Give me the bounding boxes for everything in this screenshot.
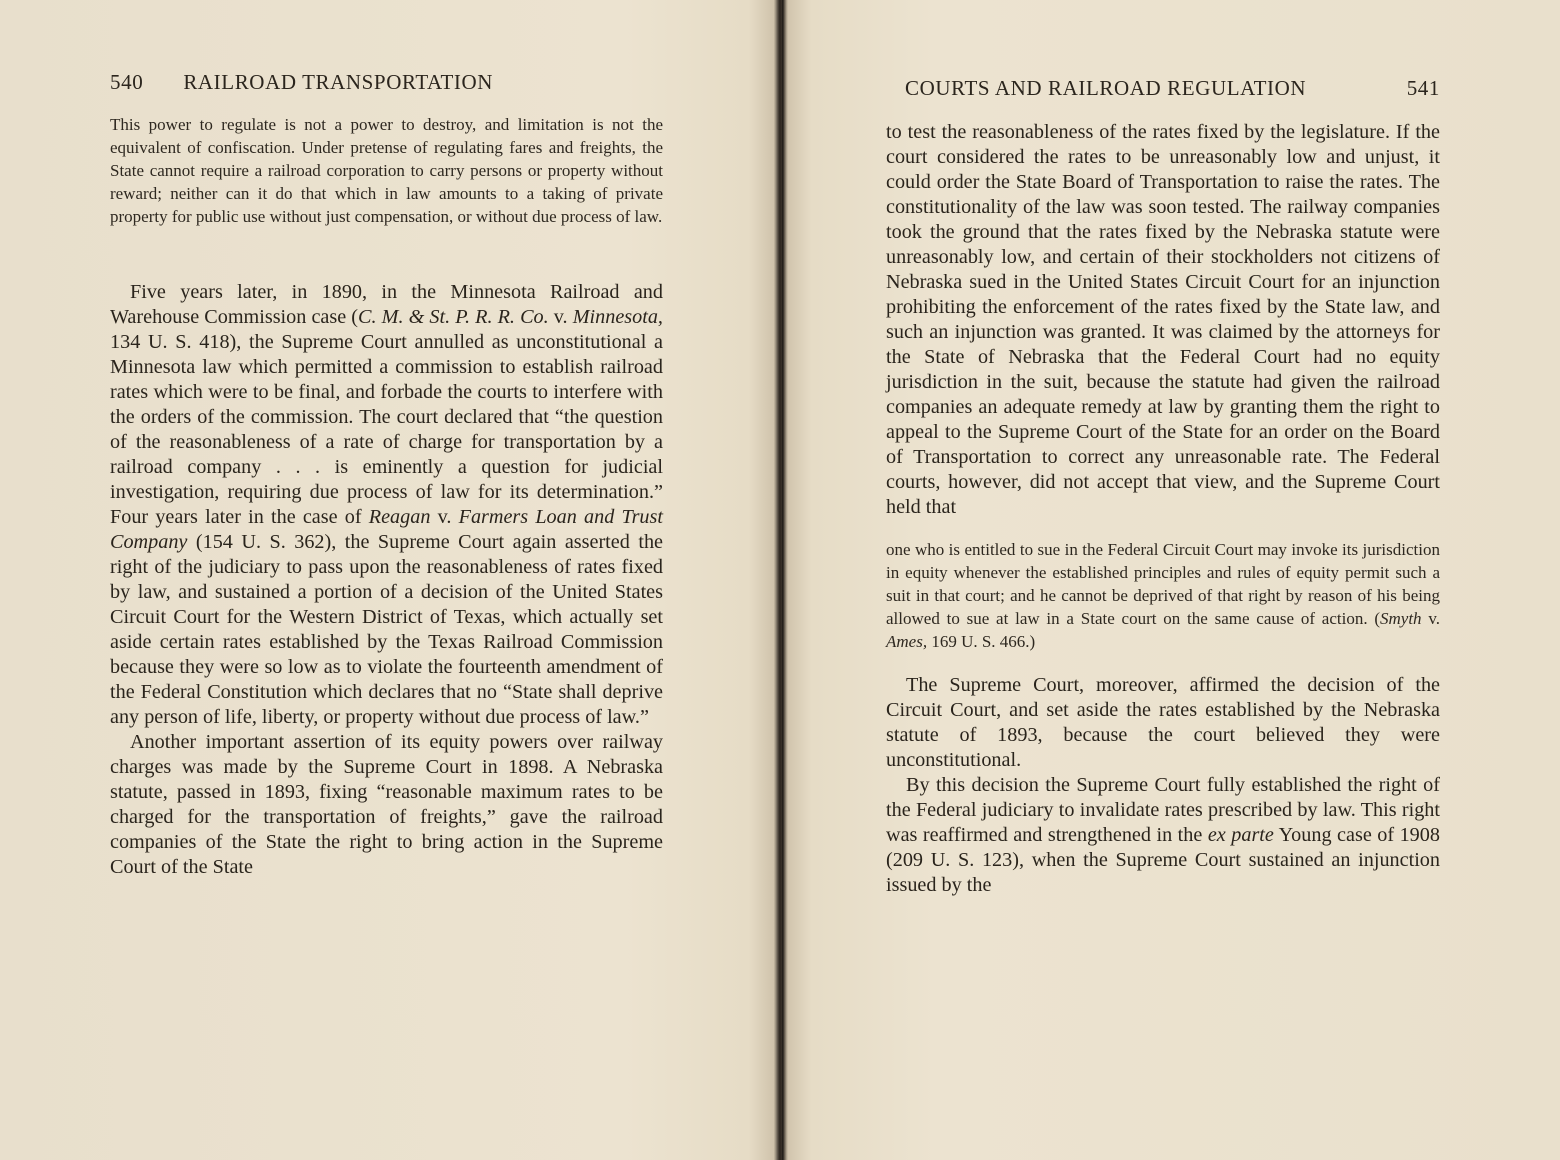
case-name: Smyth xyxy=(1380,609,1422,628)
right-body-text-top xyxy=(886,120,1440,520)
text-run: Young case of 1908 (209 U. S. 123), when the Supreme Court sustained an injunction issued by the xyxy=(886,824,1440,896)
text-run: Five years later, in 1890, in the Minnesota Railroad and Warehouse Commission case ( xyxy=(110,281,663,328)
text-run: v. xyxy=(430,506,459,528)
right-paragraph-2: The Supreme Court, moreover, affirmed the decision of the Circuit Court, and set aside the rates established by the Nebraska statute of 1893, because the court believed they were unconstitutional. xyxy=(886,674,1440,771)
case-name: C. M. & St. P. R. R. Co. xyxy=(358,306,549,328)
text-run: 169 U. S. 466.) xyxy=(927,632,1036,651)
right-body-text-bottom xyxy=(886,673,1440,898)
right-running-head xyxy=(886,76,1440,101)
book-gutter xyxy=(776,0,788,1160)
text-run: By this decision the Supreme Court fully established the right of the Federal judiciary to invalidate rates prescribed by law. This right was reaffirmed and strengthened in the xyxy=(886,774,1440,846)
text-run: v. xyxy=(1421,609,1440,628)
case-name: Reagan xyxy=(368,506,431,528)
case-name: Minnesota, xyxy=(572,306,663,328)
case-name: Farmers Loan and Trust Company xyxy=(110,506,663,553)
left-page xyxy=(110,0,663,1160)
left-running-head xyxy=(110,70,663,95)
text-run: one who is entitled to sue in the Federal Circuit Court may invoke its jurisdiction in equity whenever the established principles and rules of equity permit such a suit in that court; and he cannot be deprived of that right by reason of his being allowed to sue at law in a State court on the same cause of action. ( xyxy=(886,540,1440,628)
right-page-number: 541 xyxy=(1406,76,1440,100)
left-block-quote: This power to regulate is not a power to destroy, and limitation is not the equivalent of confiscation. Under pretense of regulating fares and freights, the State cannot require a railroad corporation to carry persons or property without reward; neither can it do that which in law amounts to a taking of private property for public use without just compensation, or without due process of law. xyxy=(110,115,663,226)
left-body-text xyxy=(110,280,663,880)
right-running-title: COURTS AND RAILROAD REGULATION xyxy=(905,76,1307,100)
left-paragraph-1 xyxy=(110,280,663,730)
case-name: Ames, xyxy=(886,632,928,651)
left-page-number: 540 xyxy=(110,70,144,94)
left-running-title: RAILROAD TRANSPORTATION xyxy=(183,70,494,94)
right-block-quote xyxy=(886,538,1440,653)
text-run: 134 U. S. 418), the Supreme Court annulled as unconstitutional a Minnesota law which permitted a commission to establish railroad rates which were to be final, and forbade the courts to interfere with the orders of the commission. The court declared that “the question of the reasonableness of a rate of charge for transportation by a railroad company . . . is eminently a question for judicial investigation, requiring due process of law for its determination.” Four years later in the case of xyxy=(110,331,663,528)
right-paragraph-3 xyxy=(886,773,1440,898)
left-paragraph-2: Another important assertion of its equity powers over railway charges was made by the Supreme Court in 1898. A Nebraska statute, passed in 1893, fixing “reasonable maximum rates to be charged for the transportation of freights,” gave the railroad companies of the State the right to bring action in the Supreme Court of the State xyxy=(110,731,663,878)
text-run: v. xyxy=(548,306,573,328)
right-page xyxy=(886,0,1440,1160)
right-paragraph-1: to test the reasonableness of the rates fixed by the legislature. If the court considered the rates to be unreasonably low and unjust, it could order the State Board of Transportation to raise the rates. The constitutionality of the law was soon tested. The railway companies took the ground that the rates fixed by the Nebraska statute were unreasonably low, and certain of their stockholders not citizens of Nebraska sued in the United States Circuit Court for an injunction prohibiting the enforcement of the rates fixed by the State law, and such an injunction was granted. It was claimed by the attorneys for the State of Nebraska that the Federal Court had no equity jurisdiction in the suit, because the statute had given the railroad companies an adequate remedy at law by granting them the right to appeal to the Supreme Court of the State for an order on the Board of Transportation to correct any unreasonable rate. The Federal courts, however, did not accept that view, and the Supreme Court held that xyxy=(886,121,1440,518)
text-run: (154 U. S. 362), the Supreme Court again asserted the right of the judiciary to pass upon the reasonableness of rates fixed by law, and sustained a portion of a decision of the United States Circuit Court for the Western District of Texas, which actually set aside certain rates established by the Texas Railroad Commission because they were so low as to violate the fourteenth amendment of the Federal Constitution which declares that no “State shall deprive any person of life, liberty, or property without due process of law.” xyxy=(110,531,663,728)
latin-term: ex parte xyxy=(1207,824,1274,846)
